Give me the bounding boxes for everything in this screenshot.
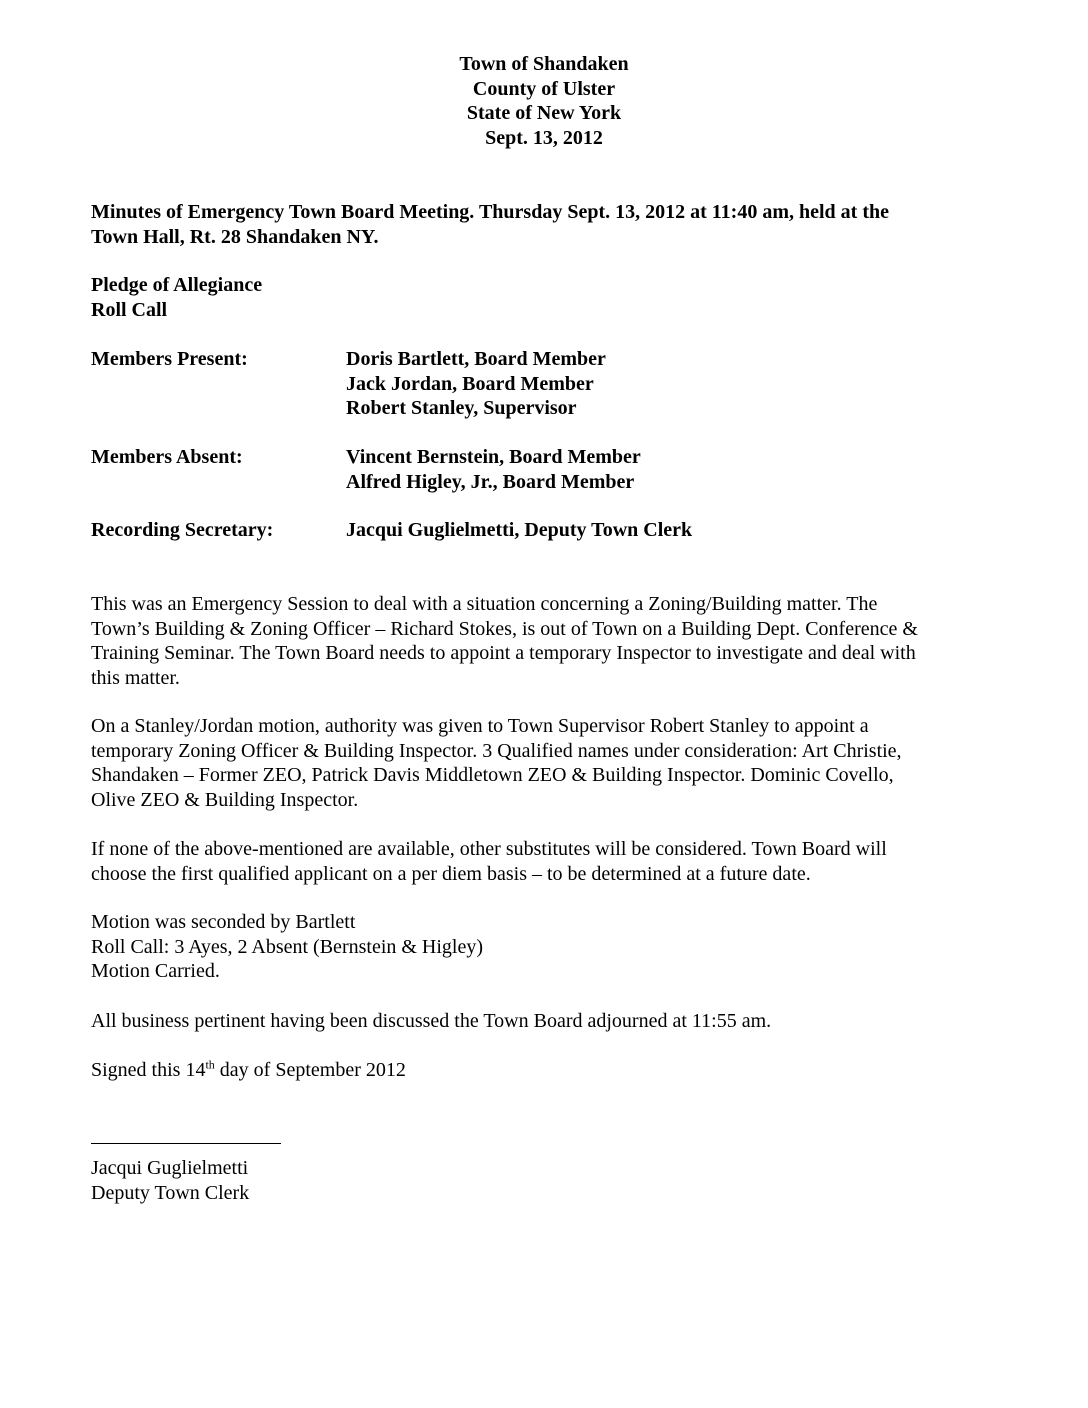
agenda [91, 273, 262, 322]
paragraph-line: Training Seminar. The Town Board needs to appoint a temporary Inspector to investigate and deal with [91, 642, 916, 664]
paragraph-line: On a Stanley/Jordan motion, authority was given to Town Supervisor Robert Stanley to appoint a [91, 715, 869, 737]
document-heading [0, 52, 1088, 150]
heading-date: Sept. 13, 2012 [485, 126, 603, 149]
paragraph-line: Roll Call: 3 Ayes, 2 Absent (Bernstein & Higley) [91, 935, 484, 958]
paragraph-line: All business pertinent having been discussed the Town Board adjourned at 11:55 am. [91, 1010, 772, 1032]
paragraph-line: temporary Zoning Officer & Building Inspector. 3 Qualified names under consideration: Art Christie, [91, 739, 902, 762]
paragraph-motion [91, 714, 1001, 812]
paragraph-line: Town’s Building & Zoning Officer – Richard Stokes, is out of Town on a Building Dept. Conference & [91, 617, 918, 640]
signed-date-line [91, 1058, 1001, 1083]
paragraph-vote [91, 910, 1001, 984]
recording-secretary-label: Recording Secretary: [91, 519, 274, 541]
members-present-label: Members Present: [91, 348, 248, 370]
signature-line [91, 1143, 281, 1144]
heading-town: Town of Shandaken [459, 53, 629, 75]
signed-text-end: day of September 2012 [214, 1059, 406, 1081]
member-name: Robert Stanley, Supervisor [346, 397, 577, 419]
signature-block [91, 1156, 249, 1205]
member-name: Vincent Bernstein, Board Member [346, 446, 641, 468]
signatory-name: Jacqui Guglielmetti [91, 1157, 249, 1179]
paragraph-line: this matter. [91, 666, 180, 689]
members-absent-list [346, 445, 641, 494]
agenda-item-roll-call: Roll Call [91, 298, 168, 321]
paragraph-line: Motion was seconded by Bartlett [91, 911, 356, 933]
paragraph-line: Olive ZEO & Building Inspector. [91, 788, 359, 811]
paragraph-line: Motion Carried. [91, 960, 220, 982]
member-name: Jacqui Guglielmetti, Deputy Town Clerk [346, 519, 693, 541]
paragraph-line: This was an Emergency Session to deal with a situation concerning a Zoning/Building matter. The [91, 593, 878, 615]
meeting-intro [91, 200, 991, 249]
intro-line: Minutes of Emergency Town Board Meeting. Thursday Sept. 13, 2012 at 11:40 am, held at the [91, 201, 889, 223]
signatory-title: Deputy Town Clerk [91, 1181, 250, 1204]
paragraph-session-purpose [91, 592, 1001, 690]
member-name: Alfred Higley, Jr., Board Member [346, 470, 635, 493]
paragraph-line: If none of the above-mentioned are available, other substitutes will be considered. Town Board will [91, 838, 887, 860]
ordinal-suffix: th [205, 1057, 215, 1072]
members-present-list [346, 347, 606, 421]
members-absent-label: Members Absent: [91, 446, 243, 468]
paragraph-substitutes [91, 837, 1001, 886]
member-name: Doris Bartlett, Board Member [346, 348, 606, 370]
agenda-item-pledge: Pledge of Allegiance [91, 274, 263, 296]
paragraph-adjourned [91, 1009, 1001, 1034]
signed-text-start: Signed this 14 [91, 1059, 206, 1081]
intro-line: Town Hall, Rt. 28 Shandaken NY. [91, 225, 379, 248]
member-name: Jack Jordan, Board Member [346, 372, 594, 395]
paragraph-line: Shandaken – Former ZEO, Patrick Davis Middletown ZEO & Building Inspector. Dominic Covello, [91, 764, 894, 786]
heading-state: State of New York [466, 102, 622, 124]
paragraph-line: choose the first qualified applicant on a per diem basis – to be determined at a future date. [91, 862, 811, 885]
heading-county: County of Ulster [472, 77, 616, 100]
recording-secretary-list [346, 518, 692, 543]
